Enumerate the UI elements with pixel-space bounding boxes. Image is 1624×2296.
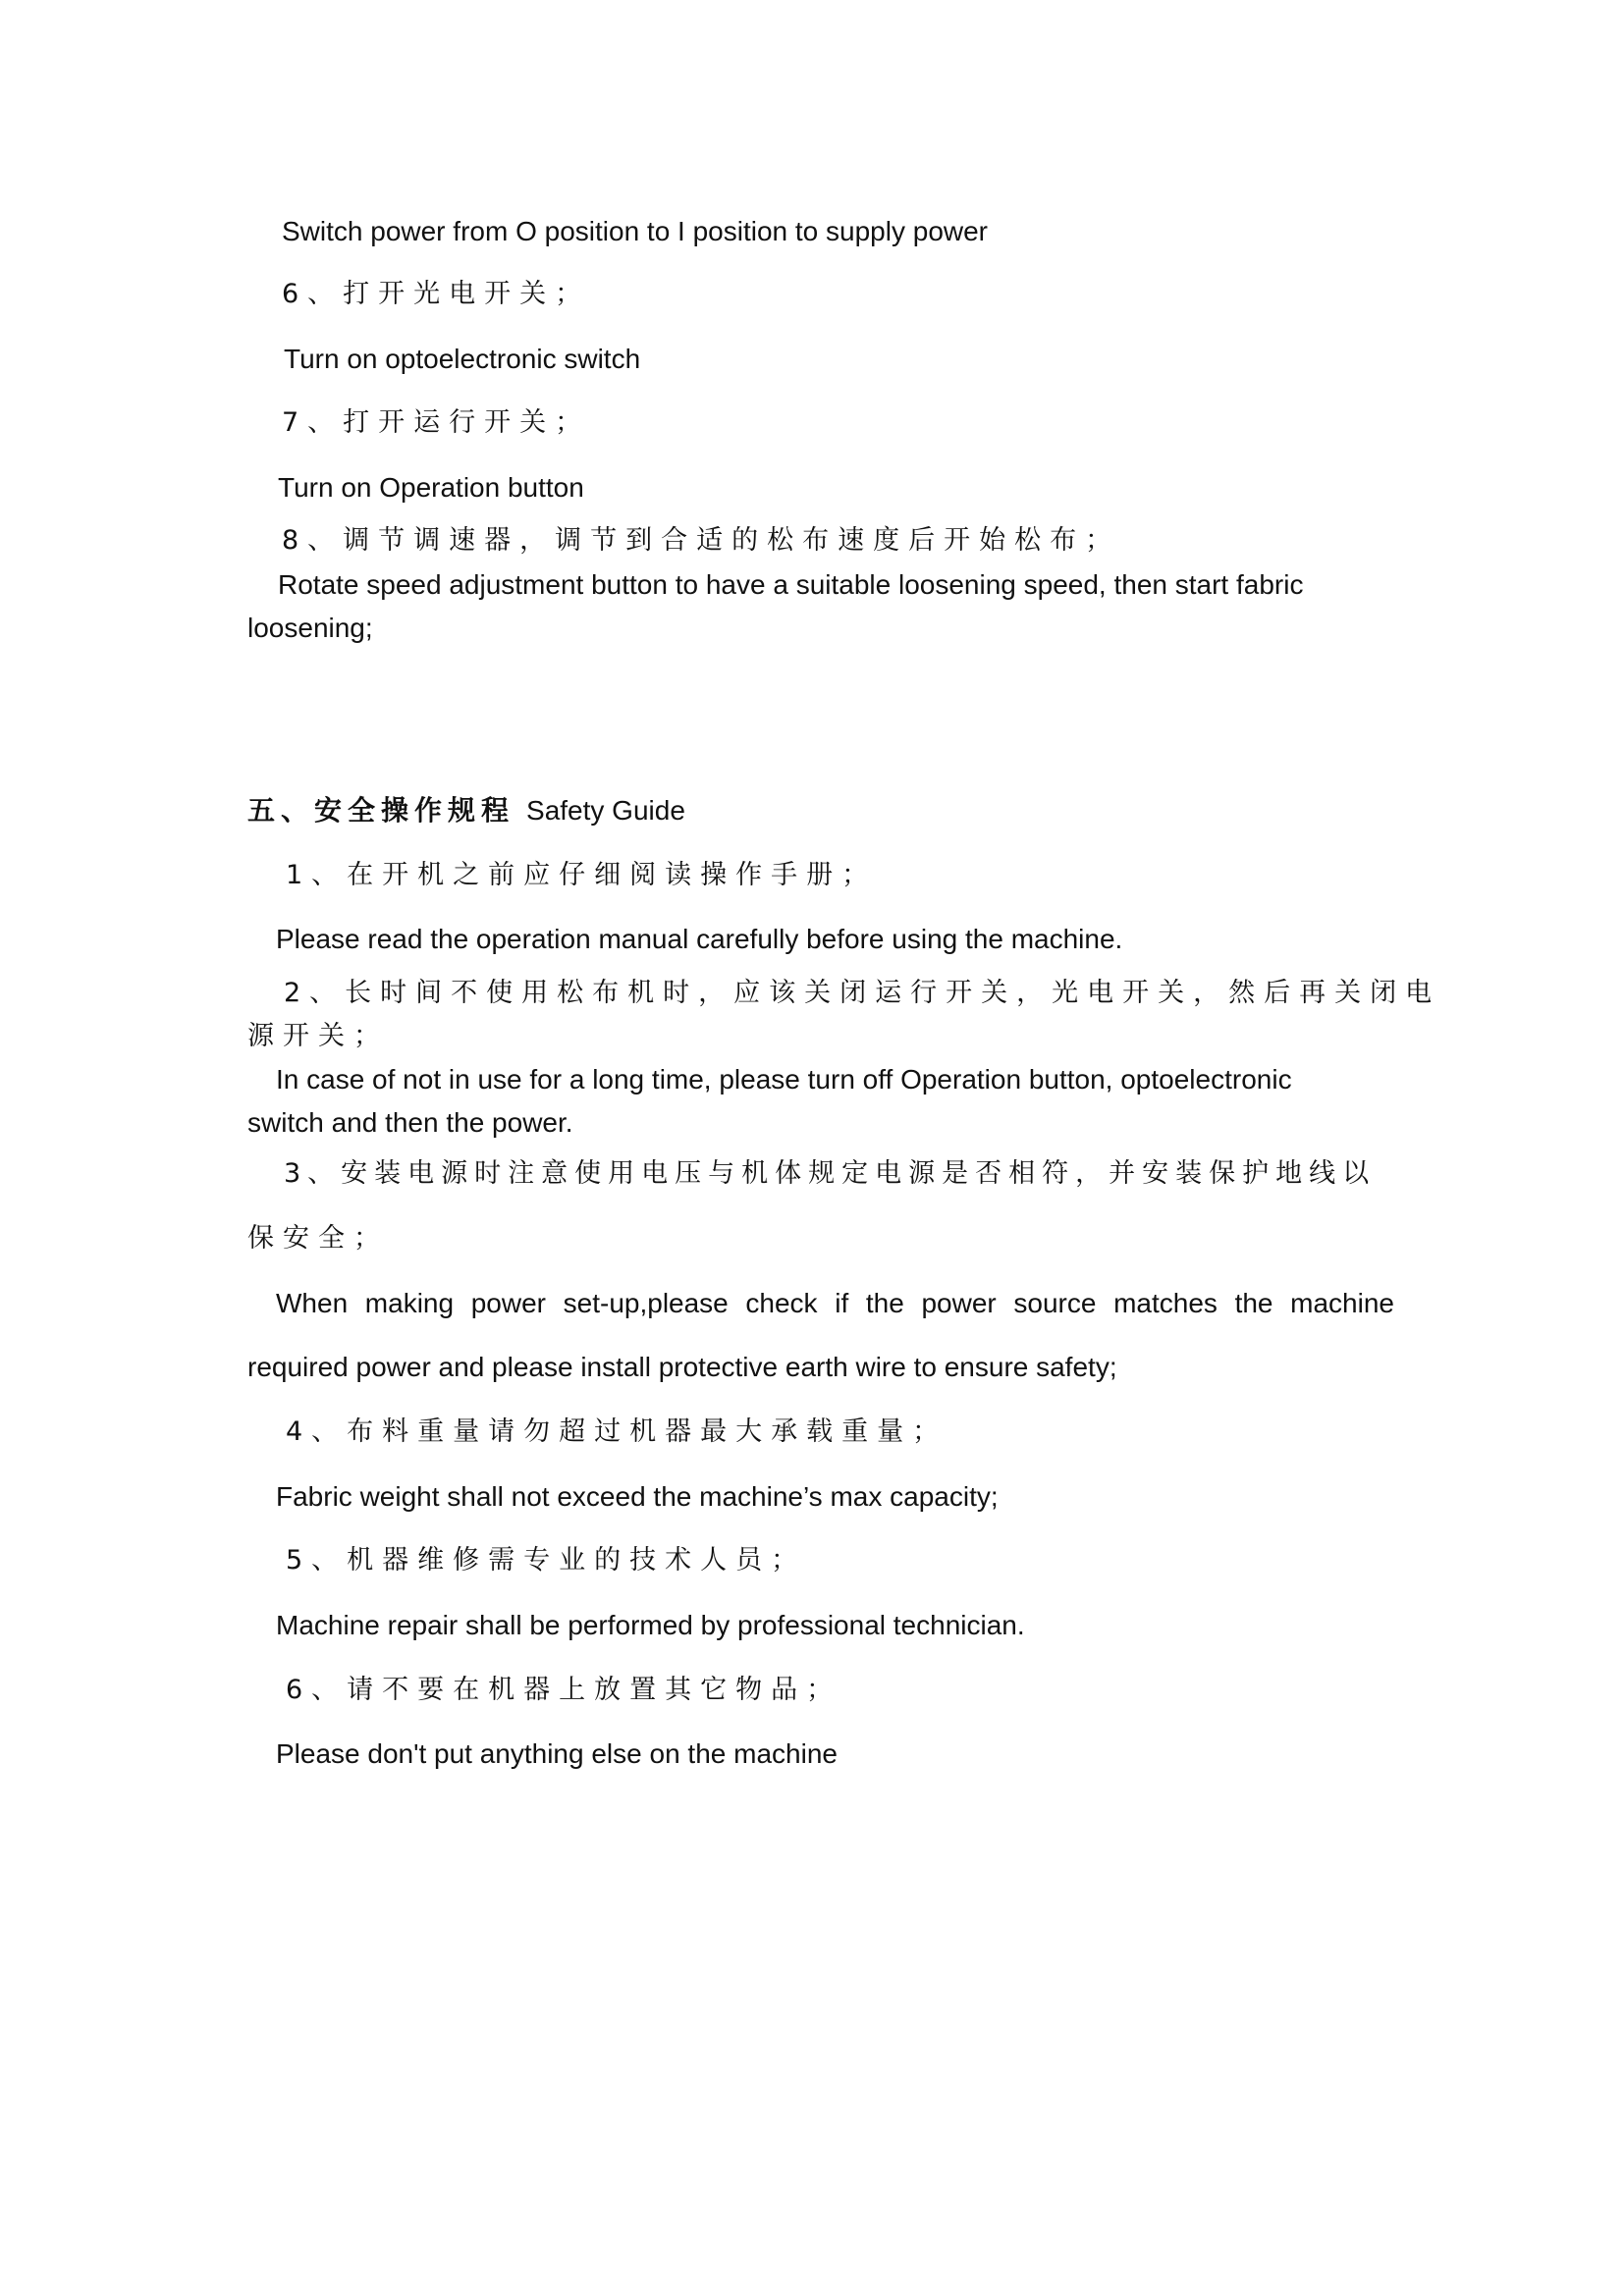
safety-item2-chinese-line1: 2、长时间不使用松布机时，应该关闭运行开关，光电开关，然后再关闭电 <box>284 978 1441 1008</box>
safety-item3-chinese-line1: 3、安装电源时注意使用电压与机体规定电源是否相符，并安装保护地线以 <box>284 1158 1377 1189</box>
section-heading-english: Safety Guide <box>526 795 685 826</box>
step6-chinese-text: 6、打开光电开关； <box>282 279 591 309</box>
step7-chinese-text: 7、打开运行开关； <box>282 407 591 438</box>
safety-item1-english: Please read the operation manual carefully before using the machine. <box>276 924 1123 954</box>
safety-item4-english: Fabric weight shall not exceed the machine’s max capacity; <box>276 1481 999 1512</box>
safety-item1-chinese: 1、在开机之前应仔细阅读操作手册； <box>286 860 878 890</box>
step6-english-text: Turn on optoelectronic switch <box>284 344 641 374</box>
safety-item3-chinese-line2: 保安全； <box>247 1223 389 1254</box>
safety-item2-english-line2: switch and then the power. <box>247 1107 573 1138</box>
step8-english-text-line2: loosening; <box>247 613 373 643</box>
section-heading <box>247 794 685 827</box>
step8-english-text-line1: Rotate speed adjustment button to have a suitable loosening speed, then start fabric <box>278 569 1304 600</box>
step5-english-text: Switch power from O position to I position to supply power <box>282 216 989 246</box>
step7-english-text: Turn on Operation button <box>278 472 584 503</box>
safety-item6-chinese: 6、请不要在机器上放置其它物品； <box>286 1675 842 1705</box>
section-heading-chinese: 五、安全操作规程 <box>247 794 515 827</box>
safety-item3-english-line2: required power and please install protective earth wire to ensure safety; <box>247 1352 1117 1382</box>
step8-chinese-text: 8、调节调速器，调节到合适的松布速度后开始松布； <box>282 525 1121 556</box>
safety-item3-english-line1: When making power set-up,please check if the power source matches the machine <box>276 1288 1394 1318</box>
safety-item2-english-line1: In case of not in use for a long time, please turn off Operation button, optoelectronic <box>276 1064 1292 1095</box>
safety-item5-english: Machine repair shall be performed by professional technician. <box>276 1610 1025 1640</box>
safety-item6-english: Please don't put anything else on the machine <box>276 1738 838 1769</box>
safety-item5-chinese: 5、机器维修需专业的技术人员； <box>286 1545 807 1575</box>
safety-item4-chinese: 4、布料重量请勿超过机器最大承载重量； <box>286 1416 948 1447</box>
safety-item2-chinese-line2: 源开关； <box>247 1021 389 1051</box>
